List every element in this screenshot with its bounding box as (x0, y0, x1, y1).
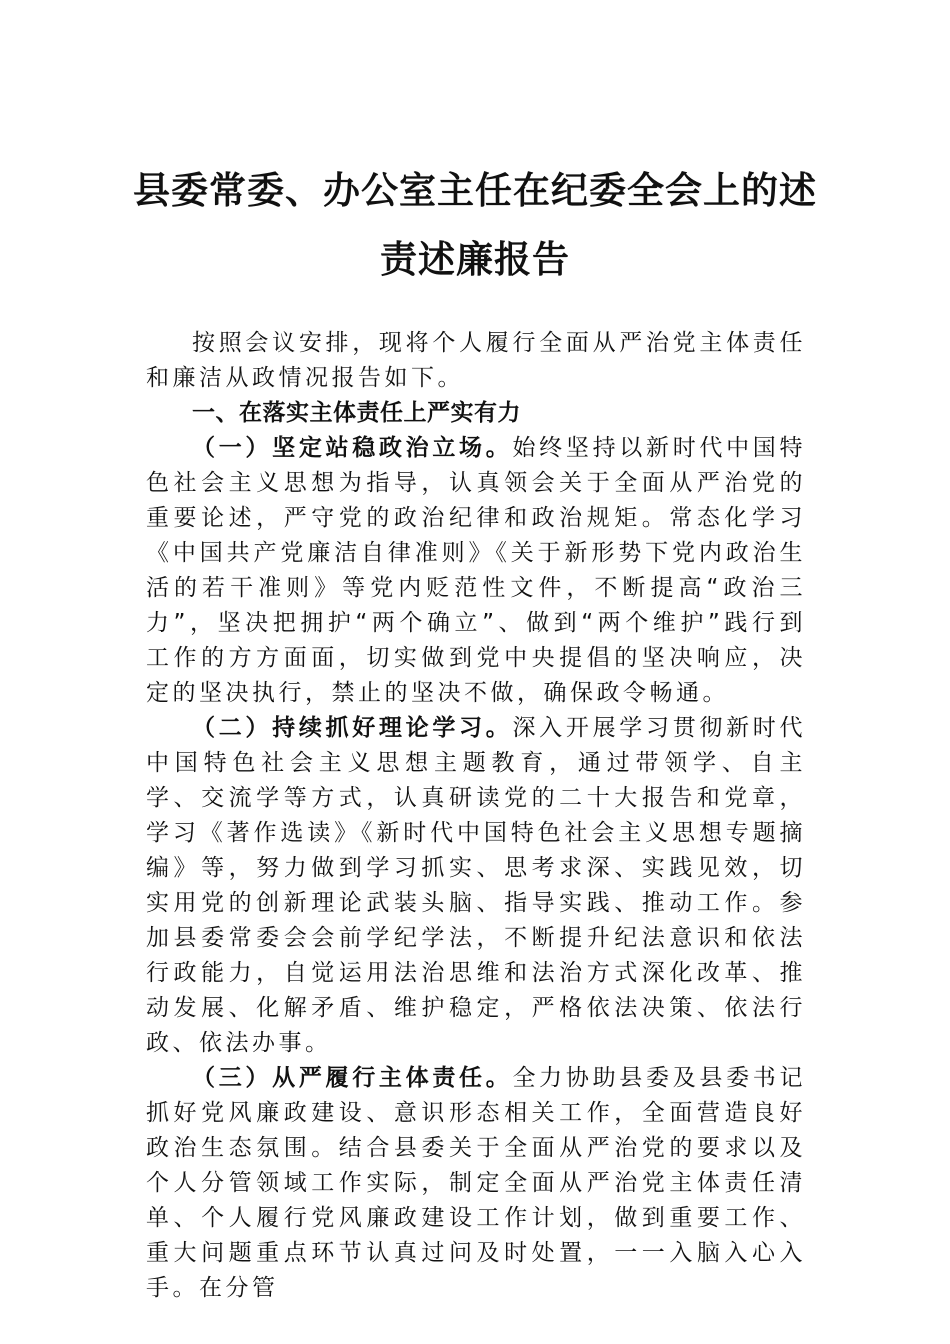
document-title-line-1: 县委常委、办公室主任在纪委全会上的述 (133, 168, 817, 212)
section-1-item-2 (146, 711, 806, 1061)
item-3-lead: （三）从严履行主体责任。 (192, 1065, 513, 1091)
item-2-text: 深入开展学习贯彻新时代中国特色社会主义思想主题教育，通过带领学、自主学、交流学等方式，认真研读党的二十大报告和党章，学习《著作选读》《新时代中国特色社会主义思想专题摘编》等，努力做到学习抓实、思考求深、实践见效，切实用党的创新理论武装头脑、指导实践、推动工作。参加县委常委会会前学纪学法，不断提升纪法意识和依法行政能力，自觉运用法治思维和法治方式深化改革、推动发展、化解矛盾、维护稳定，严格依法决策、依法行政、依法办事。 (146, 715, 807, 1056)
item-3-text: 全力协助县委及县委书记抓好党风廉政建设、意识形态相关工作，全面营造良好政治生态氛围。结合县委关于全面从严治党的要求以及个人分管领域工作实际，制定全面从严治党主体责任清单、个人履行党风廉政建设工作计划，做到重要工作、重大问题重点环节认真过问及时处置，一一入脑入心入手。在分管 (146, 1065, 807, 1301)
item-1-lead: （一）坚定站稳政治立场。 (192, 435, 513, 461)
section-1-item-1 (146, 431, 806, 711)
section-1-item-3 (146, 1061, 806, 1306)
intro-paragraph: 按照会议安排，现将个人履行全面从严治党主体责任和廉洁从政情况报告如下。 (146, 330, 806, 391)
section-1-heading: 一、在落实主体责任上严实有力 (192, 400, 521, 426)
item-1-text: 始终坚持以新时代中国特色社会主义思想为指导，认真领会关于全面从严治党的重要论述，严守党的政治纪律和政治规矩。常态化学习《中国共产党廉洁自律准则》《关于新形势下党内政治生活的若干准则》等党内贬范性文件，不断提高“政治三力”，坚决把拥护“两个确立”、做到“两个维护”践行到工作的方方面面，切实做到党中央提倡的坚决响应，决定的坚决执行，禁止的坚决不做，确保政令畅通。 (146, 435, 807, 706)
item-2-lead: （二）持续抓好理论学习。 (192, 715, 513, 741)
document-body (146, 326, 806, 1306)
document-title-line-2: 责述廉报告 (380, 237, 570, 281)
